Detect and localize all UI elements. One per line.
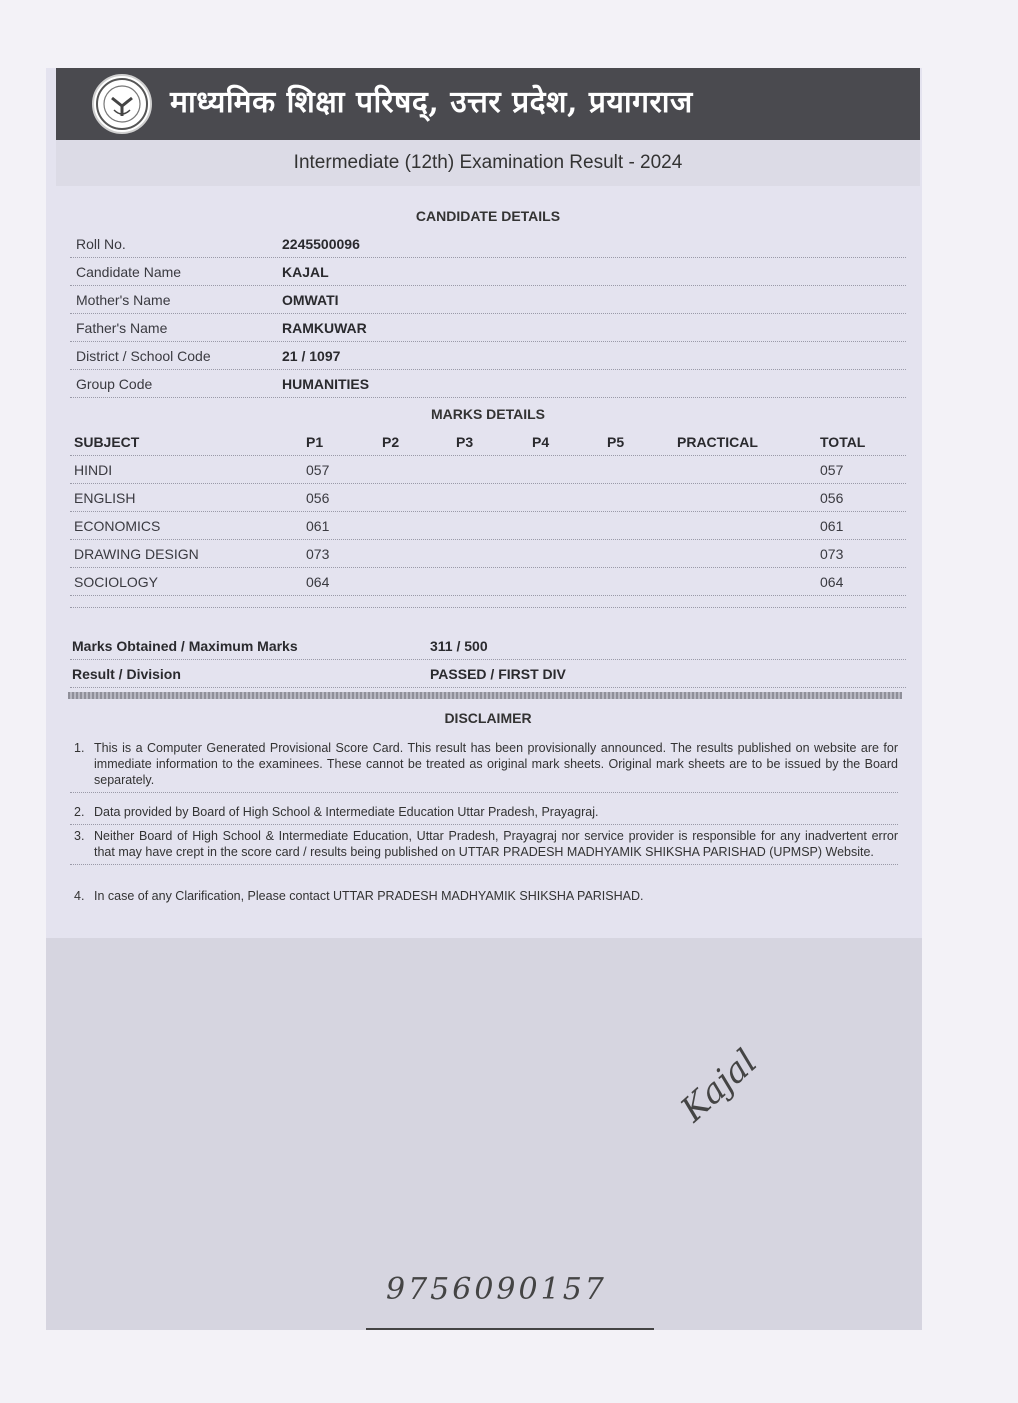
disclaimer-title: DISCLAIMER: [444, 710, 532, 726]
marks-obtained-value: 311 / 500: [430, 638, 488, 654]
disclaimer-text: Neither Board of High School & Intermediate Education, Uttar Pradesh, Prayagraj nor service provider is responsible for any inadvertent error that may have crept in the score card / results being published on UTTAR PRADESH MADHYAMIK SHIKSHA PARISHAD (UPMSP) Website.: [94, 829, 898, 859]
p1-cell: 061: [306, 518, 330, 534]
disclaimer-number: 3.: [74, 829, 85, 843]
field-label: Roll No.: [76, 236, 126, 252]
marks-section-title: MARKS DETAILS: [430, 406, 546, 422]
board-title: माध्यमिक शिक्षा परिषद्, उत्तर प्रदेश, प्रयागराज: [170, 85, 693, 120]
board-banner: [56, 68, 920, 140]
field-value: 2245500096: [282, 236, 360, 252]
handwritten-phone-number: 9756090157: [386, 1272, 607, 1307]
table-row: [70, 540, 906, 568]
candidate-row-name: [70, 258, 906, 286]
total-cell: 064: [820, 574, 844, 590]
column-header: SUBJECT: [74, 434, 140, 450]
marks-header-row: [70, 428, 906, 456]
disclaimer-text: This is a Computer Generated Provisional Score Card. This result has been provisionally announced. The results published on website are for immediate information to the examinees. These cannot be treated as original mark sheets. Original mark sheets are to be issued by the Board separately.: [94, 741, 898, 787]
field-label: Group Code: [76, 376, 153, 392]
total-cell: 061: [820, 518, 844, 534]
table-row: [70, 512, 906, 540]
total-cell: 073: [820, 546, 844, 562]
column-header: P4: [532, 434, 550, 450]
candidate-section-title: CANDIDATE DETAILS: [415, 208, 561, 224]
disclaimer-number: 1.: [74, 741, 85, 755]
field-value: 21 / 1097: [282, 348, 341, 364]
column-header: P5: [607, 434, 625, 450]
p1-cell: 056: [306, 490, 330, 506]
field-label: District / School Code: [76, 348, 211, 364]
underline: [366, 1328, 654, 1330]
disclaimer-number: 2.: [74, 805, 85, 819]
table-row: [70, 456, 906, 484]
divider-stripe: [68, 692, 902, 699]
total-cell: 056: [820, 490, 844, 506]
result-row: [70, 660, 906, 688]
result-label: Result / Division: [72, 666, 181, 682]
subject-cell: SOCIOLOGY: [74, 574, 159, 590]
exam-title-band: [56, 140, 920, 186]
table-row: [70, 484, 906, 512]
marks-obtained-label: Marks Obtained / Maximum Marks: [72, 638, 298, 654]
total-cell: 057: [820, 462, 844, 478]
column-header: TOTAL: [820, 434, 866, 450]
p1-cell: 064: [306, 574, 330, 590]
disclaimer-text: Data provided by Board of High School & Intermediate Education Uttar Pradesh, Prayagraj.: [94, 805, 599, 819]
table-spacer-row: [70, 596, 906, 608]
candidate-row-district: [70, 342, 906, 370]
result-value: PASSED / FIRST DIV: [430, 666, 566, 682]
marks-summary-row: [70, 632, 906, 660]
disclaimer-number: 4.: [74, 889, 85, 903]
candidate-row-mother: [70, 286, 906, 314]
handwritten-signature: Kajal: [673, 1041, 765, 1130]
table-row: [70, 568, 906, 596]
subject-cell: HINDI: [74, 462, 113, 478]
column-header: P1: [306, 434, 324, 450]
subject-cell: ECONOMICS: [74, 518, 161, 534]
field-value: KAJAL: [282, 264, 329, 280]
candidate-row-group: [70, 370, 906, 398]
field-value: HUMANITIES: [282, 376, 370, 392]
disclaimer-item: [70, 828, 898, 865]
exam-title: Intermediate (12th) Examination Result - 2024: [293, 152, 683, 173]
disclaimer-item: [70, 888, 898, 908]
disclaimer-item: [70, 804, 898, 825]
field-label: Mother's Name: [76, 292, 171, 308]
column-header: P3: [456, 434, 474, 450]
score-card-sheet: [46, 68, 922, 1330]
disclaimer-item: [70, 740, 898, 793]
column-header: P2: [382, 434, 400, 450]
p1-cell: 073: [306, 546, 330, 562]
subject-cell: ENGLISH: [74, 490, 136, 506]
candidate-row-father: [70, 314, 906, 342]
field-value: RAMKUWAR: [282, 320, 367, 336]
field-label: Candidate Name: [76, 264, 182, 280]
subject-cell: DRAWING DESIGN: [74, 546, 199, 562]
column-header: PRACTICAL: [677, 434, 758, 450]
candidate-row-roll: [70, 230, 906, 258]
p1-cell: 057: [306, 462, 330, 478]
board-logo-icon: [92, 74, 152, 134]
disclaimer-text: In case of any Clarification, Please contact UTTAR PRADESH MADHYAMIK SHIKSHA PARISHAD.: [94, 889, 644, 903]
field-value: OMWATI: [282, 292, 339, 308]
field-label: Father's Name: [76, 320, 168, 336]
